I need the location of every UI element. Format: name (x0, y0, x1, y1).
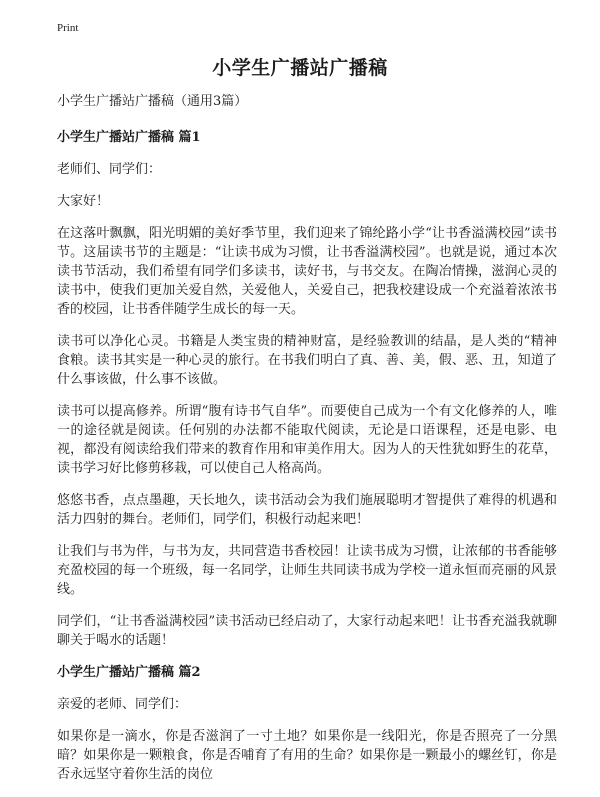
section-1 (57, 128, 557, 650)
document-body (57, 92, 557, 797)
section-2 (57, 663, 557, 784)
paragraph: 让我们与书为伴，与书为友，共同营造书香校园！让读书成为习惯，让浓郁的书香能够充盈校园的每一个班级，每一名同学，让师生共同读书成为学校一道永恒而亮丽的风景线。 (57, 544, 557, 597)
document-subtitle: 小学生广播站广播稿（通用3篇） (57, 94, 248, 109)
paragraph: 同学们，“让书香溢满校园”读书活动已经启动了，大家行动起来吧！让书香充溢我就聊聊关于喝水的话题！ (57, 614, 557, 648)
paragraph: 大家好！ (57, 194, 110, 209)
print-link[interactable]: Print (57, 22, 79, 34)
section-heading: 小学生广播站广播稿 篇2 (57, 665, 201, 680)
paragraph: 在这落叶飘飘，阳光明媚的美好季节里，我们迎来了锦纶路小学“让书香溢满校园”读书节。这届读书节的主题是：“让读书成为习惯，让书香溢满校园”。也就是说，通过本次读书节活动，我们希望有同学们多读书，读好书，与书交友。在陶冶情操，滋润心灵的读书中，使我们更加关爱自然，关爱他人，关爱自己，把我校建设成一个充溢着浓浓书香的校园，让书香伴随学生成长的每一天。 (57, 226, 557, 317)
page-title: 小学生广播站广播稿 (212, 57, 388, 79)
section-heading: 小学生广播站广播稿 篇1 (57, 130, 201, 145)
paragraph: 如果你是一滴水，你是否滋润了一寸土地？如果你是一线阳光，你是否照亮了一分黑暗？如果你是一颗粮食，你是否哺育了有用的生命？如果你是一颗最小的螺丝钉，你是否永远坚守着你生活的岗位 (57, 729, 557, 782)
paragraph: 老师们、同学们： (57, 162, 162, 177)
paragraph: 悠悠书香，点点墨趣，天长地久，读书活动会为我们施展聪明才智提供了难得的机遇和活力四射的舞台。老师们，同学们，积极行动起来吧！ (57, 493, 557, 527)
paragraph: 读书可以净化心灵。书籍是人类宝贵的精神财富，是经验教训的结晶，是人类的“精神食粮。读书其实是一种心灵的旅行。在书我们明白了真、善、美，假、恶、丑，知道了什么事该做，什么事不该做。 (57, 334, 557, 387)
paragraph: 读书可以提高修养。所谓“腹有诗书气自华”。而要使自己成为一个有文化修养的人，唯一的途径就是阅读。任何别的办法都不能取代阅读，无论是口语课程，还是电影、电视，都没有阅读给我们带来的教育作用和审美作用大。因为人的天性犹如野生的花草，读书学习好比修剪移栽，可以使自己人格高尚。 (57, 404, 557, 476)
paragraph: 亲爱的老师、同学们： (57, 697, 188, 712)
